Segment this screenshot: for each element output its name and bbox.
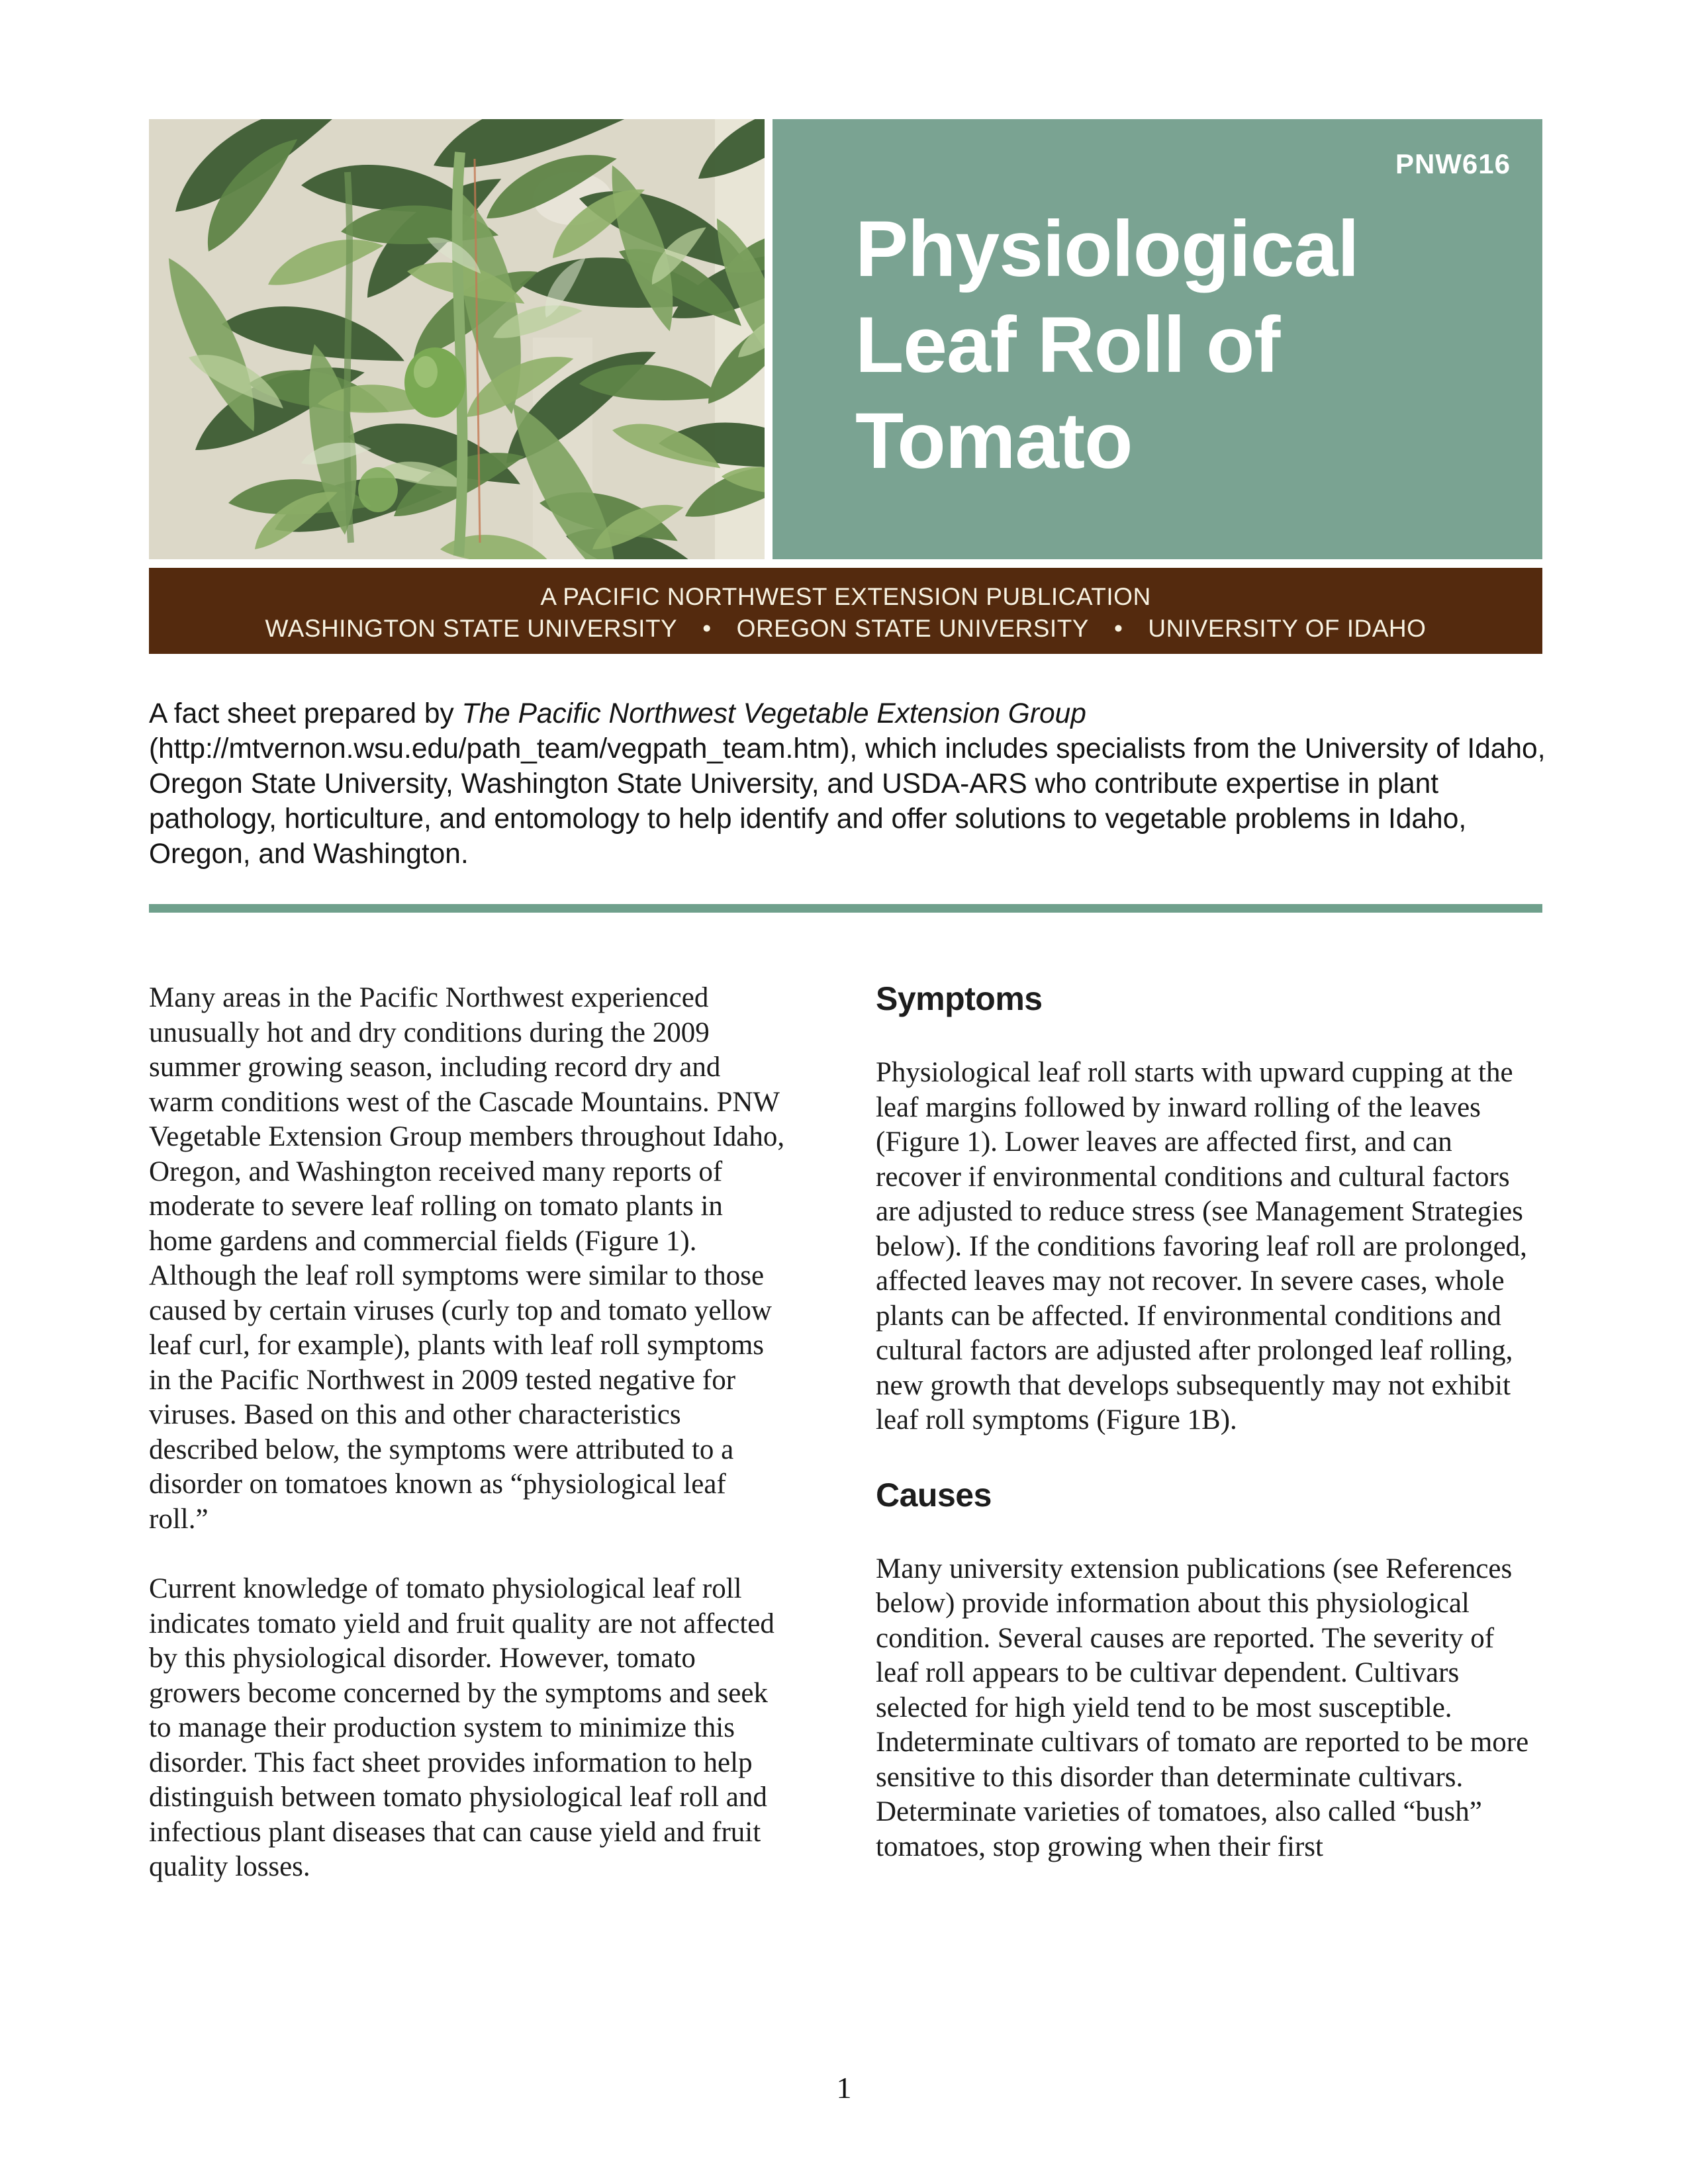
intro-paragraph [149,696,1547,872]
title-banner [773,119,1542,559]
publisher-banner-line2: WASHINGTON STATE UNIVERSITY • OREGON STATE UNIVERSITY • UNIVERSITY OF IDAHO [265,615,1427,642]
divider-rule [149,904,1542,913]
intro-group-name: The Pacific Northwest Vegetable Extension Group [461,698,1086,729]
intro-prefix: A fact sheet prepared by [149,698,462,729]
tomato-plants-photo-art [149,119,765,559]
left-column-paragraph-1: Many areas in the Pacific Northwest experienced unusually hot and dry conditions during the 2009 summer growing season, including record dry and warm conditions west of the Cascade Mountains. PNW Vegetable Extension Group members throughout Idaho, Oregon, and Washington received many reports of moderate to severe leaf rolling on tomato plants in home gardens and commercial fields (Figure 1). Although the leaf roll symptoms were similar to those caused by certain viruses (curly top and tomato yellow leaf curl, for example), plants with leaf roll symptoms in the Pacific Northwest in 2009 tested negative for viruses. Based on this and other characteristics described below, the symptoms were attributed to a disorder on tomatoes known as “physiological leaf roll.” [149,982,785,1535]
publication-code: PNW616 [1395,148,1511,179]
page-title-line2: Leaf Roll of [855,300,1280,389]
page-title [855,201,1359,489]
right-column [876,981,1543,1864]
page-number: 1 [836,2071,852,2105]
symptoms-paragraph: Physiological leaf roll starts with upward cupping at the leaf margins followed by inward rolling of the leaves (Figure 1). Lower leaves are affected first, and can recover if environmental conditions and cultural factors are adjusted to reduce stress (see Management Strategies below). If the conditions favoring leaf roll are prolonged, affected leaves may not recover. In severe cases, whole plants can be affected. If environmental conditions and cultural factors are adjusted after prolonged leaf rolling, new growth that develops subsequently may not exhibit leaf roll symptoms (Figure 1B). [876,1057,1527,1435]
left-column-paragraph-2: Current knowledge of tomato physiological leaf roll indicates tomato yield and fruit quality are not affected by this physiological disorder. However, tomato growers become concerned by the symptoms and seek to manage their production system to minimize this disorder. This fact sheet provides information to help distinguish between tomato physiological leaf roll and infectious plant diseases that can cause yield and fruit quality losses. [149,1573,774,1882]
left-column [149,981,790,1885]
publisher-banner [149,568,1542,654]
intro-suffix: (http://mtvernon.wsu.edu/path_team/vegpath_team.htm), which includes specialists from the University of Idaho, Oregon State University, Washington State University, and USDA-ARS who contribute expertise in plant pathology, horticulture, and entomology to help identify and offer solutions to vegetable problems in Idaho, Oregon, and Washington. [149,733,1546,870]
page-title-line1: Physiological [855,205,1359,293]
publisher-banner-line1: A PACIFIC NORTHWEST EXTENSION PUBLICATION [540,583,1151,610]
page-title-line3: Tomato [855,396,1133,485]
causes-heading: Causes [876,1476,992,1514]
causes-paragraph: Many university extension publications (see References below) provide information about this physiological condition. Several causes are reported. The severity of leaf roll appears to be cultivar dependent. Cultivars selected for high yield tend to be most susceptible. Indeterminate cultivars of tomato are reported to be more sensitive to this disorder than determinate cultivars. Determinate varieties of tomatoes, also called “bush” tomatoes, stop growing when their first [876,1553,1529,1862]
tomato-plants-photo [149,119,765,559]
symptoms-heading: Symptoms [876,980,1043,1017]
